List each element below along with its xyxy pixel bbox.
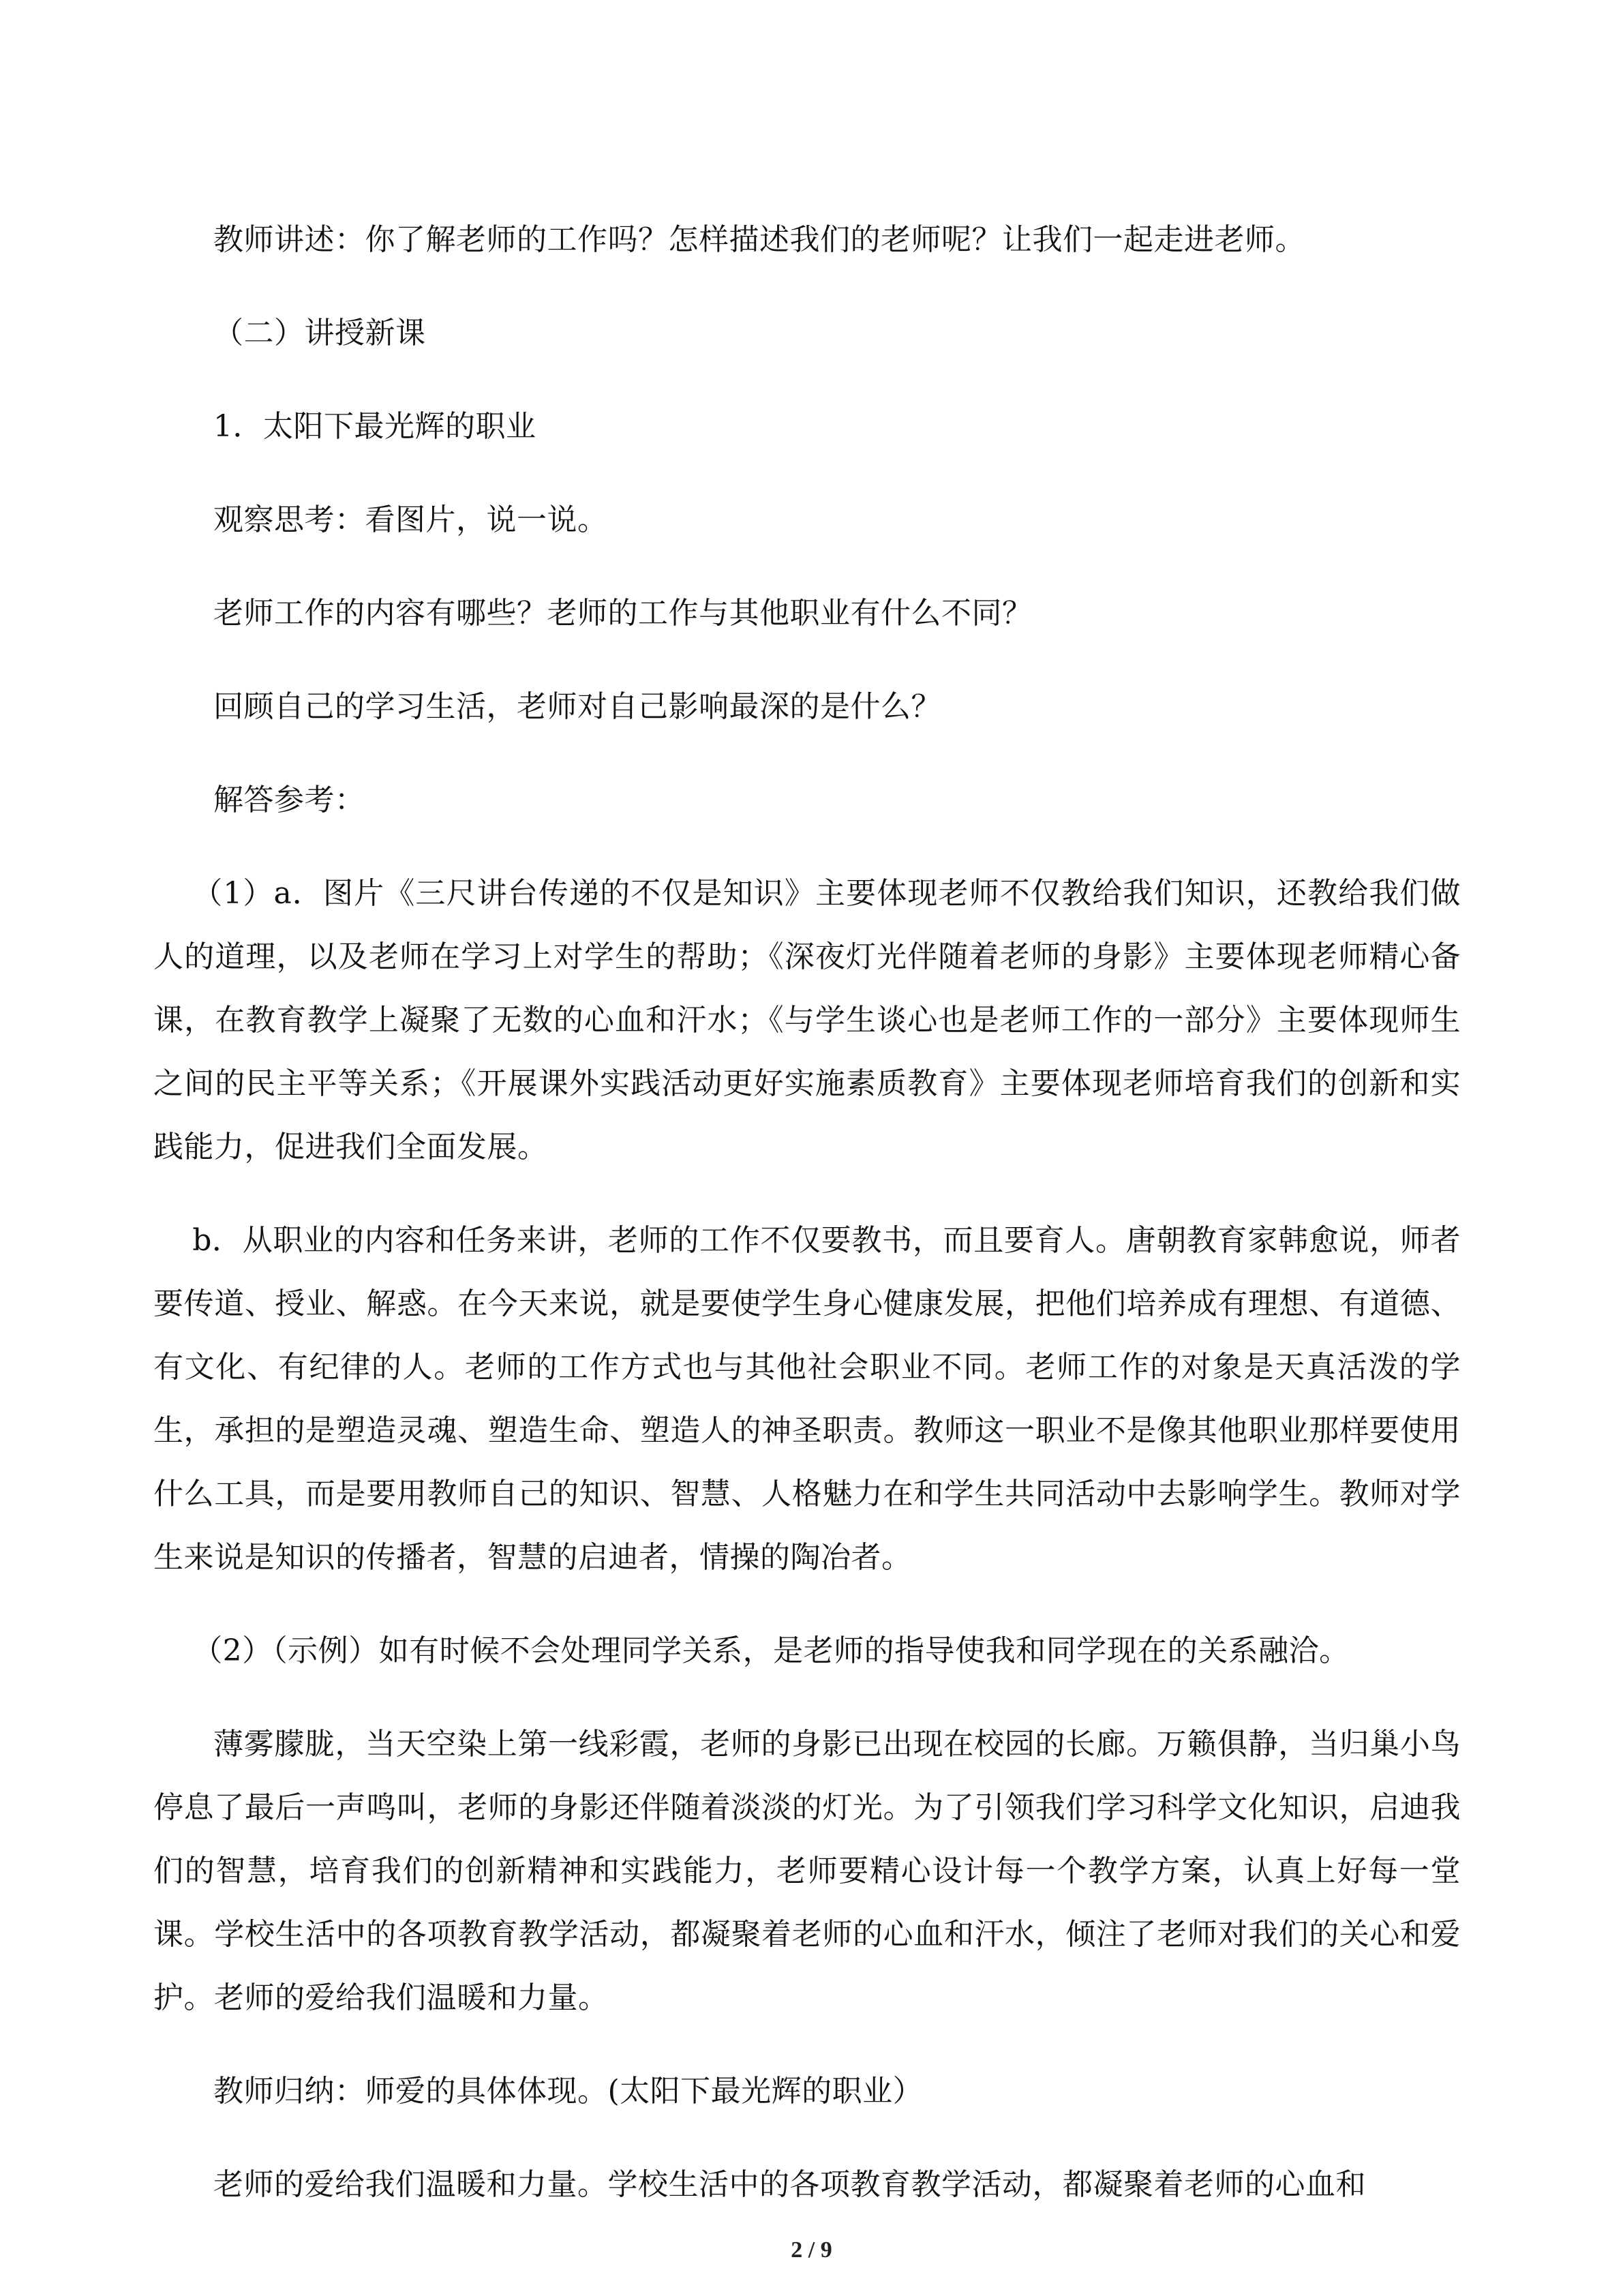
- paragraph-answer-1a: （1）a．图片《三尺讲台传递的不仅是知识》主要体现老师不仅教给我们知识，还教给我们做人的道理，以及老师在学习上对学生的帮助；《深夜灯光伴随着老师的身影》主要体现老师精心备课，在教育教学上凝聚了无数的心血和汗水；《与学生谈心也是老师工作的一部分》主要体现师生之间的民主平等关系；《开展课外实践活动更好实施素质教育》主要体现老师培育我们的创新和实践能力，促进我们全面发展。: [153, 876, 1461, 1164]
- paragraph-teacher-summary: 教师归纳：师爱的具体体现。(太阳下最光辉的职业）: [213, 2074, 924, 2109]
- paragraph-answer-2: （2）（示例）如有时候不会处理同学关系，是老师的指导使我和同学现在的关系融洽。: [192, 1633, 1350, 1668]
- paragraph-answer-1b: b．从职业的内容和任务来讲，老师的工作不仅要教书，而且要育人。唐朝教育家韩愈说，师者要传道、授业、解惑。在今天来说，就是要使学生身心健康发展，把他们培养成有理想、有道德、有文化、有纪律的人。老师的工作方式也与其他社会职业不同。老师工作的对象是天真活泼的学生，承担的是塑造灵魂、塑造生命、塑造人的神圣职责。教师这一职业不是像其他职业那样要使用什么工具，而是要用教师自己的知识、智慧、人格魅力在和学生共同活动中去影响学生。教师对学生来说是知识的传播者，智慧的启迪者，情操的陶冶者。: [153, 1223, 1461, 1575]
- subsection-heading-most-glorious-profession: 1．太阳下最光辉的职业: [213, 409, 536, 444]
- paragraph-answer-reference: 解答参考：: [213, 783, 365, 817]
- paragraph-observe-think: 观察思考：看图片，说一说。: [213, 502, 608, 537]
- section-heading-new-lesson: （二）讲授新课: [213, 316, 426, 350]
- document-body: [153, 208, 1461, 2246]
- paragraph-question-1: 老师工作的内容有哪些？老师的工作与其他职业有什么不同？: [213, 596, 1033, 631]
- paragraph-teacher-figure: 薄雾朦胧，当天空染上第一线彩霞，老师的身影已出现在校园的长廊。万籁俱静，当归巢小鸟停息了最后一声鸣叫，老师的身影还伴随着淡淡的灯光。为了引领我们学习科学文化知识，启迪我们的智慧，培育我们的创新精神和实践能力，老师要精心设计每一个教学方案，认真上好每一堂课。学校生活中的各项教育教学活动，都凝聚着老师的心血和汗水，倾注了老师对我们的关心和爱护。老师的爱给我们温暖和力量。: [153, 1727, 1461, 2015]
- paragraph-teacher-narration: 教师讲述：你了解老师的工作吗？怎样描述我们的老师呢？让我们一起走进老师。: [213, 222, 1305, 257]
- paragraph-question-2: 回顾自己的学习生活，老师对自己影响最深的是什么？: [213, 689, 941, 724]
- paragraph-teacher-love: 老师的爱给我们温暖和力量。学校生活中的各项教育教学活动，都凝聚着老师的心血和: [213, 2167, 1366, 2202]
- page-number: 2 / 9: [791, 2237, 832, 2263]
